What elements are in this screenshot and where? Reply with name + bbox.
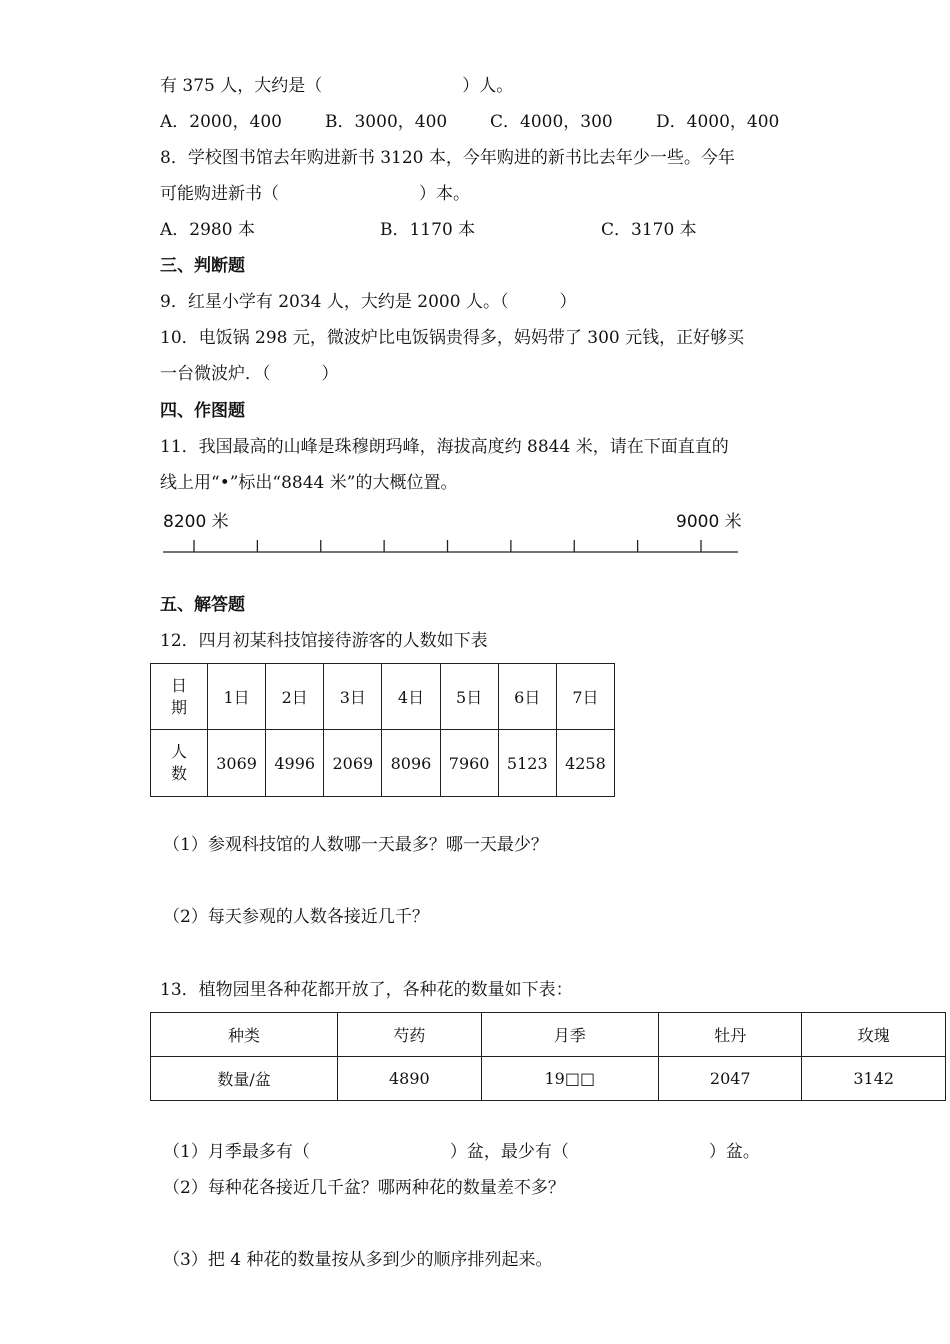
label-char: 人 [170,742,187,761]
q13-sub1-pre: （1）月季最多有（ [163,1142,310,1162]
label-char: 日 [170,675,187,695]
table-header-cell: 牡丹 [659,1013,802,1057]
q10-line2: 一台微波炉．（ ） [160,364,339,384]
q12-title: 12．四月初某科技馆接待游客的人数如下表 [160,631,488,651]
q7-option-b: B．3000，400 [325,112,448,132]
table-cell: 4890 [338,1057,481,1101]
table-cell: 19□□ [481,1057,658,1101]
table-row-label [151,730,208,797]
table-cell-count: 5123 [498,730,556,797]
label-char: 数 [170,764,187,783]
q7-tail-post: ）人。 [462,76,514,96]
q13-sub1-post: ）盆。 [708,1142,760,1162]
q12-sub1: （1）参观科技馆的人数哪一天最多？哪一天最少？ [163,835,548,855]
q13-sub3: （3）把 4 种花的数量按从多到少的顺序排列起来。 [163,1250,553,1270]
table-cell-day: 3日 [324,664,382,730]
table-header-cell: 月季 [481,1013,658,1057]
q11-line1: 11．我国最高的山峰是珠穆朗玛峰，海拔高度约 8844 米，请在下面直直的 [160,437,729,457]
table-cell-count: 4996 [266,730,324,797]
q7-option-c: C．4000，300 [490,112,613,132]
table-cell: 3142 [802,1057,946,1101]
section-heading-drawing: 四、作图题 [160,401,245,421]
table-cell-count: 2069 [324,730,382,797]
q8-option-a: A．2980 本 [160,220,255,240]
section-heading-judgement: 三、判断题 [160,256,245,276]
section-heading-answers: 五、解答题 [160,595,245,615]
numberline-start-label: 8200 米 [163,512,229,532]
q8-option-b: B．1170 本 [380,220,476,240]
label-char: 期 [170,697,187,717]
q8-line2-pre: 可能购进新书（ [160,184,279,204]
q7-option-a: A．2000，400 [160,112,282,132]
visitor-table [150,663,615,797]
q7-tail-pre: 有 375 人，大约是（ [160,76,323,96]
q8-line2-post: ）本。 [419,184,470,204]
q13-title: 13．植物园里各种花都开放了，各种花的数量如下表： [160,980,573,1000]
table-cell: 2047 [659,1057,802,1101]
table-cell-count: 4258 [556,730,614,797]
table-cell-day: 5日 [440,664,498,730]
table-cell-count: 8096 [382,730,440,797]
table-header-cell: 芍药 [338,1013,481,1057]
q13-sub2: （2）每种花各接近几千盆？哪两种花的数量差不多？ [163,1178,565,1198]
table-cell-day: 1日 [208,664,266,730]
table-cell-count: 7960 [440,730,498,797]
q8-option-c: C．3170 本 [601,220,697,240]
q10-line1: 10．电饭锅 298 元，微波炉比电饭锅贵得多，妈妈带了 300 元钱，正好够买 [160,328,745,348]
table-header-cell: 玫瑰 [802,1013,946,1057]
table-row-label [151,664,208,730]
q9: 9．红星小学有 2034 人，大约是 2000 人。（ ） [160,292,577,312]
table-cell-day: 4日 [382,664,440,730]
q11-line2: 线上用“•”标出“8844 米”的大概位置。 [160,473,458,493]
q7-option-d: D．4000，400 [656,112,780,132]
q8-line1: 8．学校图书馆去年购进新书 3120 本，今年购进的新书比去年少一些。今年 [160,148,735,168]
table-header-cell: 种类 [151,1013,338,1057]
q13-sub1-mid: ）盆，最少有（ [449,1142,569,1162]
table-cell-day: 6日 [498,664,556,730]
table-cell-count: 3069 [208,730,266,797]
flower-table [150,1012,946,1101]
table-cell-day: 7日 [556,664,614,730]
table-cell-day: 2日 [266,664,324,730]
number-line [0,0,950,600]
numberline-end-label: 9000 米 [676,512,742,532]
q12-sub2: （2）每天参观的人数各接近几千？ [163,907,429,927]
q13-sub1 [163,1141,760,1163]
table-cell: 数量/盆 [151,1057,338,1101]
